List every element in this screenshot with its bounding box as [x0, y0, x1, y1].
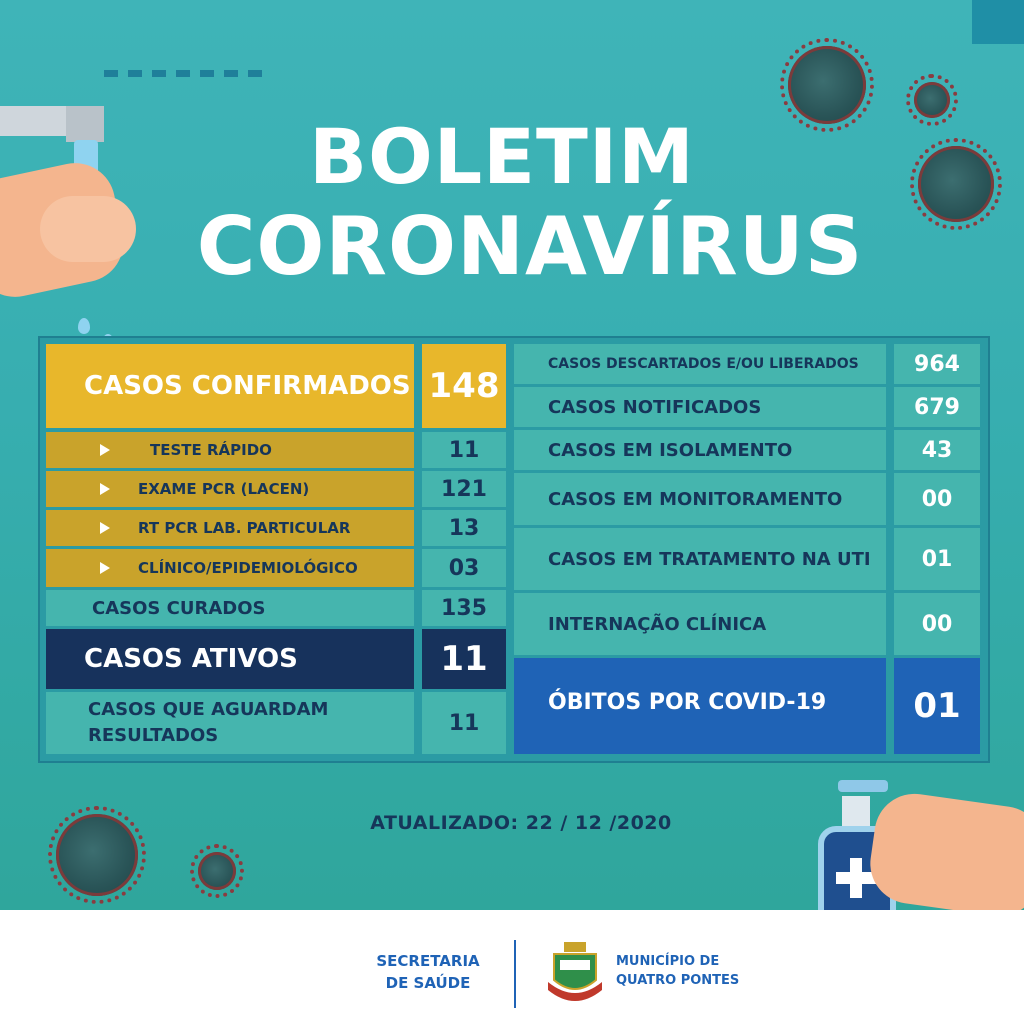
- subitem-rt-pcr: [46, 510, 414, 546]
- value-casos-ativos: 11: [422, 629, 506, 689]
- label-aguardam-line2: RESULTADOS: [88, 725, 219, 746]
- subitem-label: CLÍNICO/EPIDEMIOLÓGICO: [138, 559, 358, 577]
- arrow-right-icon: [100, 522, 110, 534]
- value-casos-confirmados: 148: [422, 344, 506, 428]
- subitem-exame-pcr: [46, 471, 414, 507]
- subitem-label: RT PCR LAB. PARTICULAR: [138, 519, 351, 537]
- label-obitos: ÓBITOS POR COVID-19: [514, 658, 886, 754]
- subitem-label: TESTE RÁPIDO: [150, 441, 272, 459]
- municipal-crest-icon: [546, 942, 604, 1002]
- subitem-clinico: [46, 549, 414, 587]
- value-casos-aguardam: 11: [422, 692, 506, 754]
- value-internacao: 00: [894, 593, 980, 655]
- label-notificados: CASOS NOTIFICADOS: [514, 387, 886, 427]
- virus-icon: [198, 852, 236, 890]
- label-aguardam-line1: CASOS QUE AGUARDAM: [88, 699, 329, 720]
- footer-municipio: [616, 952, 739, 990]
- label-descartados: CASOS DESCARTADOS E/OU LIBERADOS: [514, 344, 886, 384]
- subitem-value: 13: [422, 510, 506, 546]
- water-drop-icon: [78, 318, 90, 334]
- label-casos-ativos: CASOS ATIVOS: [46, 629, 414, 689]
- subitem-value: 121: [422, 471, 506, 507]
- label-casos-aguardam: [46, 692, 414, 754]
- footer-divider: [514, 940, 516, 1008]
- value-obitos: 01: [894, 658, 980, 754]
- subitem-value: 11: [422, 432, 506, 468]
- label-casos-curados: CASOS CURADOS: [46, 590, 414, 626]
- subitem-teste-rapido: [46, 432, 414, 468]
- value-isolamento: 43: [894, 430, 980, 470]
- footer-right-line1: MUNICÍPIO DE: [616, 954, 720, 969]
- title-line1: BOLETIM: [309, 112, 695, 201]
- label-isolamento: CASOS EM ISOLAMENTO: [514, 430, 886, 470]
- value-notificados: 679: [894, 387, 980, 427]
- footer: [0, 910, 1024, 1024]
- arrow-right-icon: [100, 483, 110, 495]
- hand-icon: [865, 789, 1024, 910]
- label-monitoramento: CASOS EM MONITORAMENTO: [514, 473, 886, 525]
- sanitizer-pump: [838, 780, 888, 792]
- subitem-label: EXAME PCR (LACEN): [138, 480, 310, 498]
- footer-right-line2: QUATRO PONTES: [616, 973, 740, 988]
- subitem-value: 03: [422, 549, 506, 587]
- corner-decoration: [972, 0, 1024, 44]
- label-uti: CASOS EM TRATAMENTO NA UTI: [514, 528, 886, 590]
- value-casos-curados: 135: [422, 590, 506, 626]
- label-internacao: INTERNAÇÃO CLÍNICA: [514, 593, 886, 655]
- value-uti: 01: [894, 528, 980, 590]
- footer-left-line2: DE SAÚDE: [385, 974, 471, 992]
- value-descartados: 964: [894, 344, 980, 384]
- updated-date: ATUALIZADO: 22 / 12 /2020: [370, 812, 672, 834]
- label-casos-confirmados: CASOS CONFIRMADOS: [46, 344, 414, 428]
- footer-secretaria: [376, 950, 480, 994]
- arrow-right-icon: [100, 562, 110, 574]
- title-line2: CORONAVÍRUS: [196, 200, 864, 293]
- arrow-right-icon: [100, 444, 110, 456]
- footer-left-line1: SECRETARIA: [376, 952, 480, 970]
- value-monitoramento: 00: [894, 473, 980, 525]
- dash-decoration: [104, 70, 262, 77]
